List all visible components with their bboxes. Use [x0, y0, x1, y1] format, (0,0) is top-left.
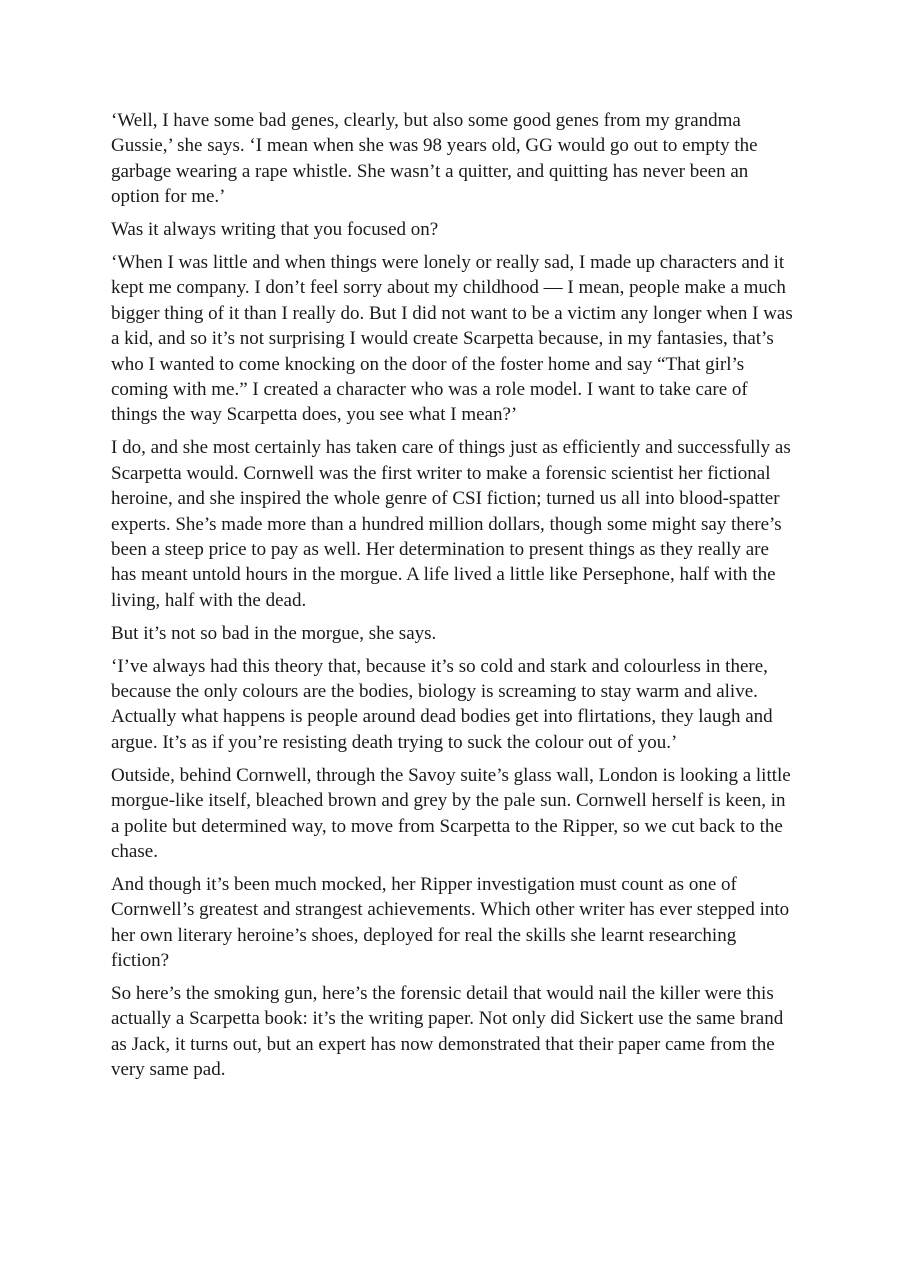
paragraph: I do, and she most certainly has taken care of things just as efficiently and successfully as Scarpetta would. Cornwell was the first writer to make a forensic scientist her fictional heroine, and she inspired the whole genre of CSI fiction; turned us all into blood-spatter experts. She’s made more than a hundred million dollars, though some might say there’s been a steep price to pay as well. Her determination to present things as they really are has meant untold hours in the morgue. A life lived a little like Persephone, half with the living, half with the dead. — [111, 437, 791, 611]
paragraph: So here’s the smoking gun, here’s the forensic detail that would nail the killer were this actually a Scarpetta book: it’s the writing paper. Not only did Sickert use the same brand as Jack, it turns out, but an expert has now demonstrated that their paper came from the very same pad. — [111, 983, 784, 1081]
paragraph: But it’s not so bad in the morgue, she says. — [111, 622, 437, 644]
paragraph: ‘Well, I have some bad genes, clearly, but also some good genes from my grandma Gussie,’ she says. ‘I mean when she was 98 years old, GG would go out to empty the garbage wearing a rape whistle. She wasn’t a quitter, and quitting has never been an option for me.’ — [111, 110, 758, 208]
paragraph: And though it’s been much mocked, her Ripper investigation must count as one of Cornwell’s greatest and strangest achievements. Which other writer has ever stepped into her own literary heroine’s shoes, deployed for real the skills she learnt researching fiction? — [111, 873, 790, 972]
paragraph: ‘When I was little and when things were lonely or really sad, I made up characters and it kept me company. I don’t feel sorry about my childhood — I mean, people make a much bigger thing of it than I really do. But I did not want to be a victim any longer when I was a kid, and so it’s not surprising I would create Scarpetta because, in my fantasies, that’s who I wanted to come knocking on the door of the foster home and say “That girl’s coming with me.” I created a character who was a role model. I want to take care of things the way Scarpetta does, you see what I mean?’ — [111, 252, 793, 426]
paragraph: Was it always writing that you focused on? — [111, 219, 439, 241]
paragraph: ‘I’ve always had this theory that, because it’s so cold and stark and colourless in there, because the only colours are the bodies, biology is screaming to stay warm and alive. Actually what happens is people around dead bodies get into flirtations, they laugh and argue. It’s as if you’re resisting death trying to suck the colour out of you.’ — [111, 655, 773, 753]
paragraph: Outside, behind Cornwell, through the Savoy suite’s glass wall, London is looking a little morgue-like itself, bleached brown and grey by the pale sun. Cornwell herself is keen, in a polite but determined way, to move from Scarpetta to the Ripper, so we cut back to the chase. — [111, 764, 791, 862]
document-page — [111, 108, 797, 1090]
